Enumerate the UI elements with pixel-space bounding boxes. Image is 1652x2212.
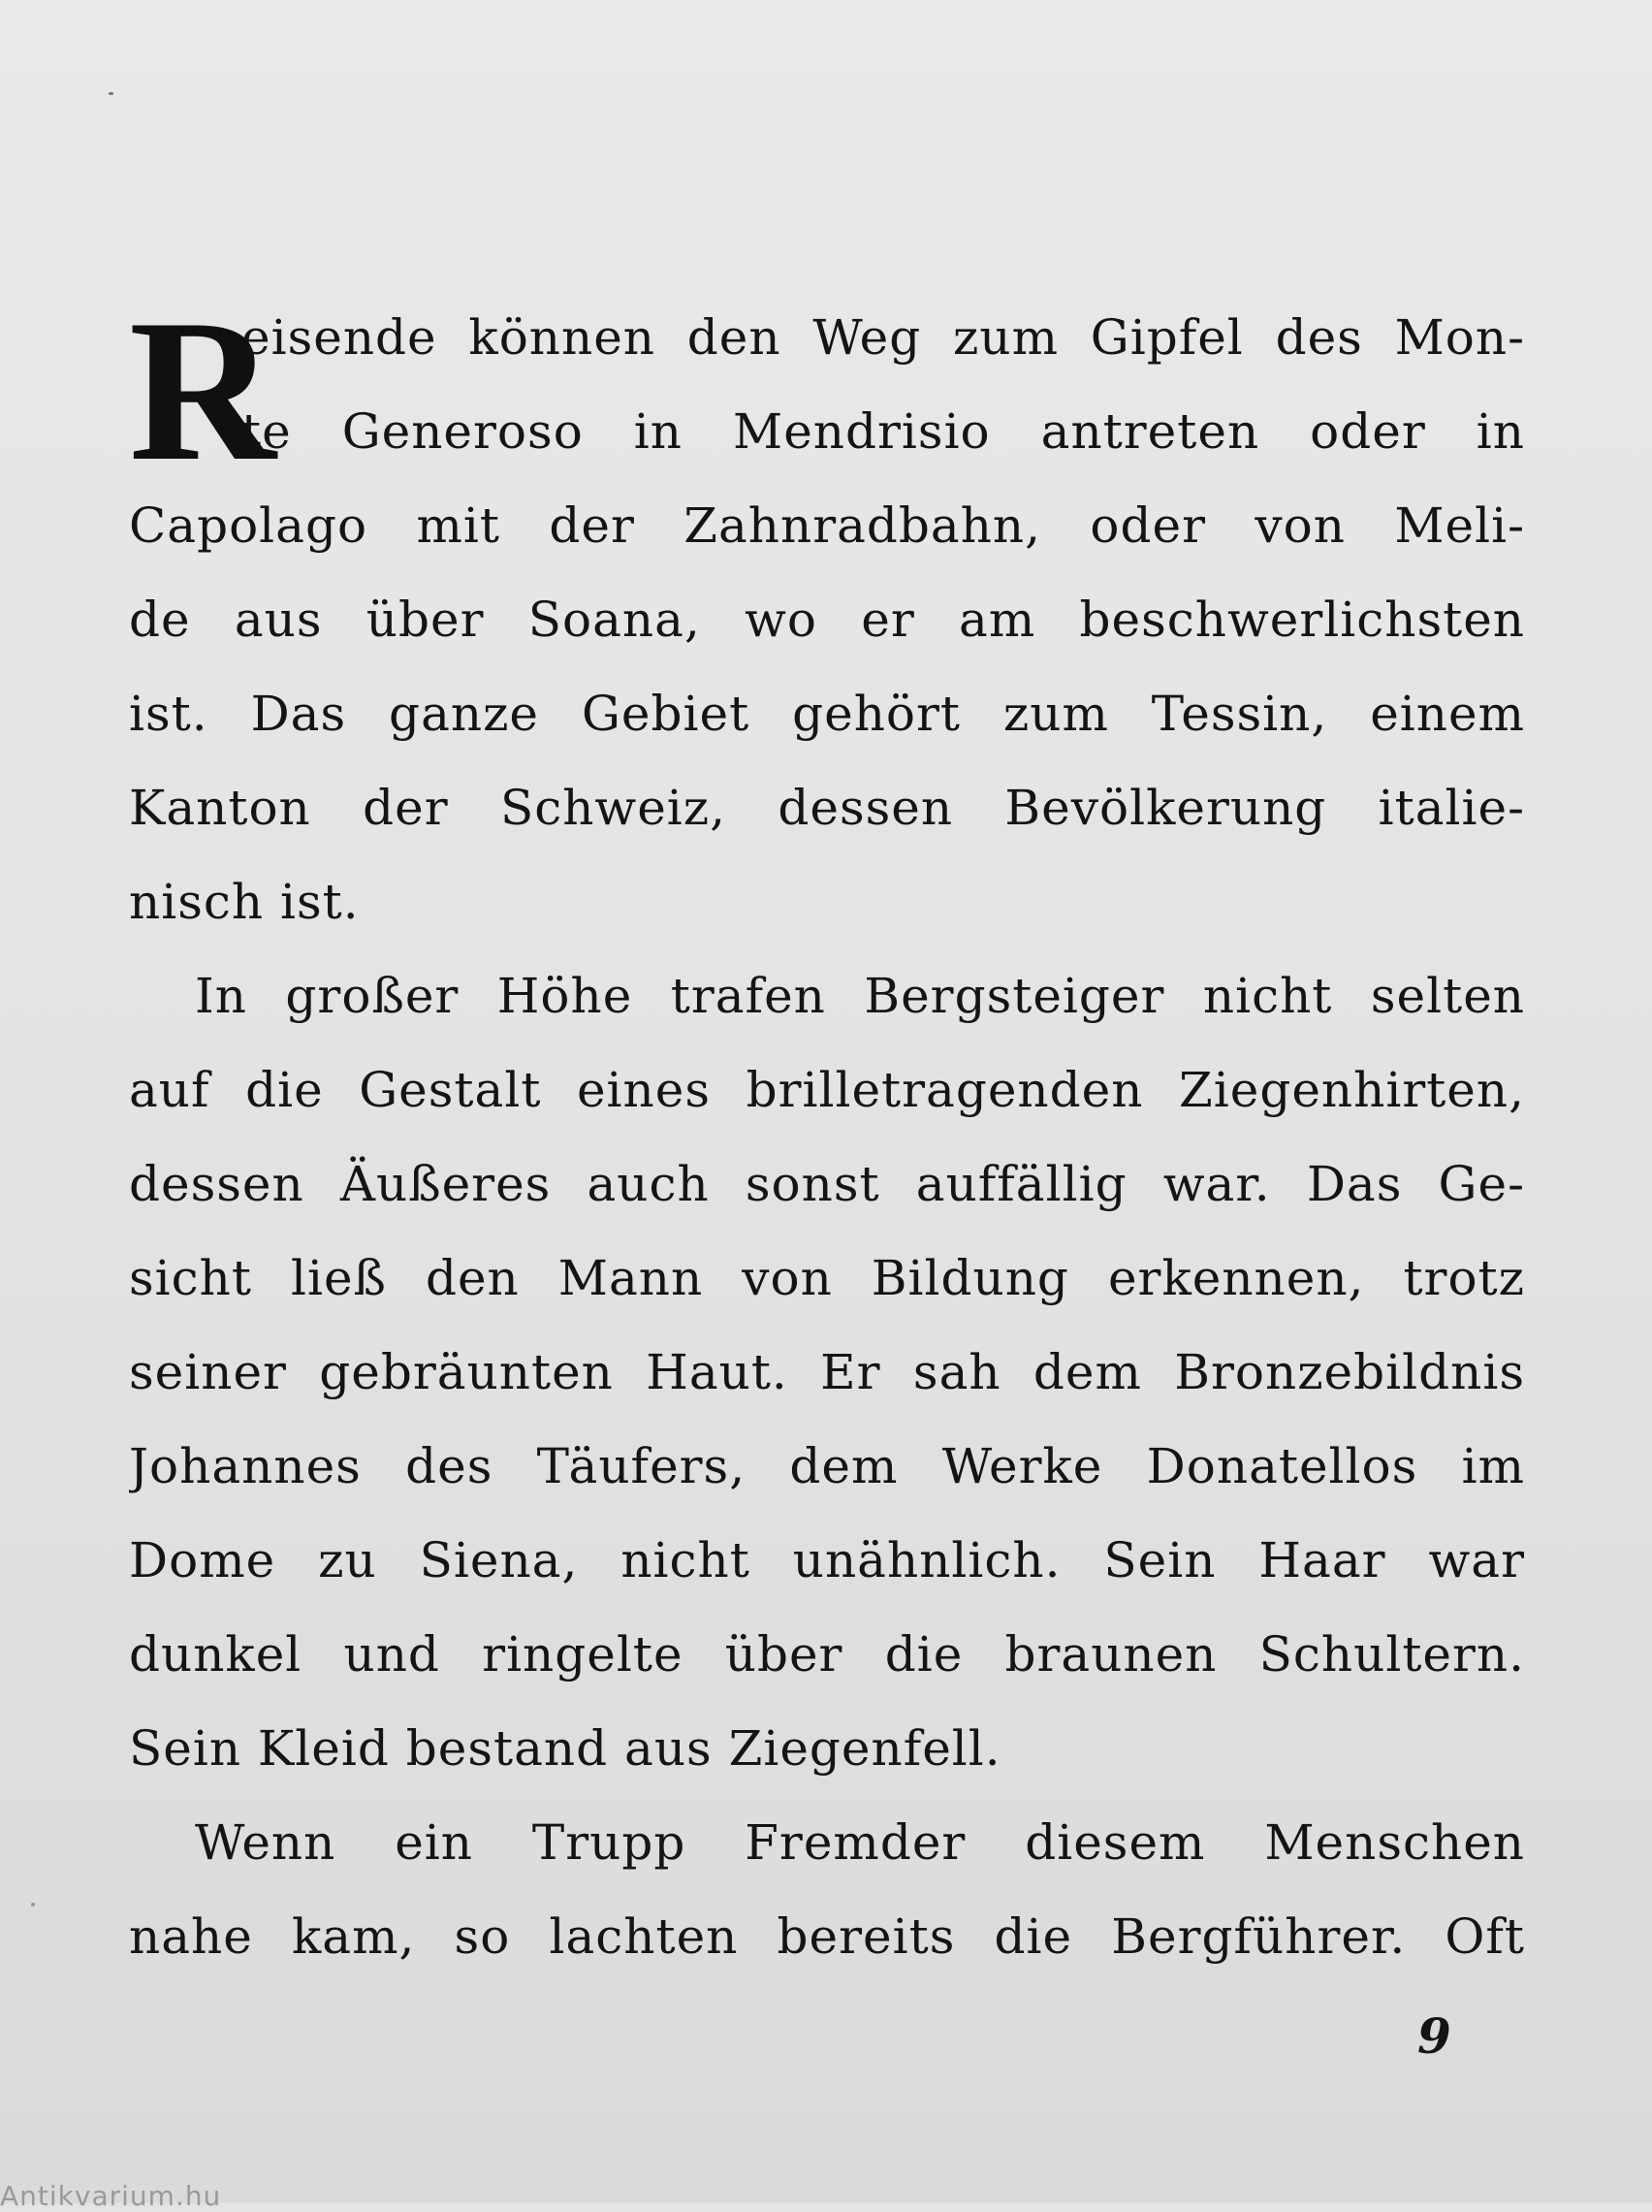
text-line: Capolago mit der Zahnradbahn, oder von Meli- <box>129 497 1525 554</box>
page-speck <box>109 92 113 95</box>
body-text <box>129 278 1525 1984</box>
text-line: nisch ist. <box>129 874 360 930</box>
text-line: Johannes des Täufers, dem Werke Donatellos im <box>129 1438 1525 1494</box>
page-number: 9 <box>1417 2007 1451 2065</box>
text-line: Kanton der Schweiz, dessen Bevölkerung italie- <box>129 780 1525 836</box>
paragraph-3 <box>129 1796 1525 1984</box>
watermark: Antikvarium.hu <box>0 2180 222 2212</box>
text-line: eisende können den Weg zum Gipfel des Mon- <box>241 309 1525 366</box>
text-line: ist. Das ganze Gebiet gehört zum Tessin, einem <box>129 686 1525 742</box>
text-line: In großer Höhe trafen Bergsteiger nicht selten <box>195 968 1525 1024</box>
text-line: Sein Kleid bestand aus Ziegenfell. <box>129 1720 1001 1777</box>
text-line: dessen Äußeres auch sonst auffällig war. Das Ge- <box>129 1156 1525 1212</box>
paragraph-2 <box>129 949 1525 1796</box>
text-line: seiner gebräunten Haut. Er sah dem Bronzebildnis <box>129 1344 1525 1400</box>
text-line: nahe kam, so lachten bereits die Bergführer. Oft <box>129 1908 1525 1965</box>
drop-cap: R <box>129 278 276 503</box>
paragraph-1 <box>129 278 1525 949</box>
text-line: Wenn ein Trupp Fremder diesem Menschen <box>195 1814 1525 1871</box>
text-line: sicht ließ den Mann von Bildung erkennen, trotz <box>129 1250 1525 1306</box>
page-speck <box>31 1903 35 1907</box>
text-line: Dome zu Siena, nicht unähnlich. Sein Haar war <box>129 1532 1525 1588</box>
text-line: dunkel und ringelte über die braunen Schultern. <box>129 1626 1525 1683</box>
text-line: de aus über Soana, wo er am beschwerlichsten <box>129 592 1525 648</box>
text-line: auf die Gestalt eines brilletragenden Ziegenhirten, <box>129 1062 1525 1118</box>
text-line: te Generoso in Mendrisio antreten oder in <box>241 403 1525 460</box>
